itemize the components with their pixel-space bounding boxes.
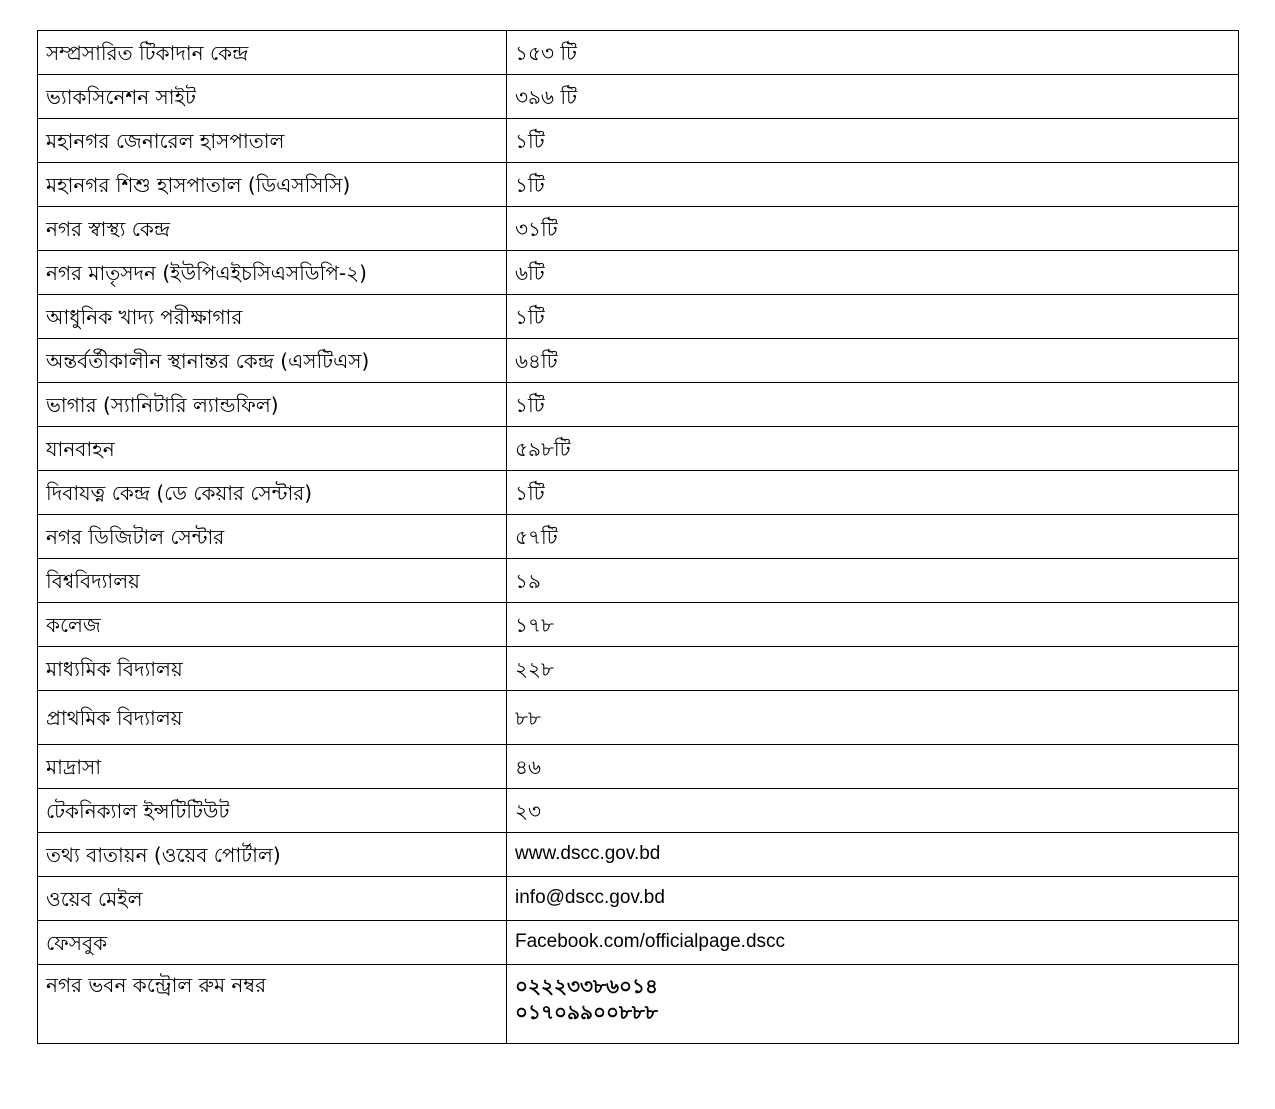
facilities-table (37, 30, 1239, 1044)
table-row (38, 75, 1239, 119)
row-value: ২২৮ (507, 647, 1239, 691)
control-room-label: নগর ভবন কন্ট্রোল রুম নম্বর (38, 965, 507, 1044)
row-value: ১৭৮ (507, 603, 1239, 647)
table-row (38, 163, 1239, 207)
row-label: মাদ্রাসা (38, 745, 507, 789)
row-label: নগর স্বাস্থ্য কেন্দ্র (38, 207, 507, 251)
facebook-link[interactable]: Facebook.com/officialpage.dscc (507, 921, 1239, 965)
table-row (38, 965, 1239, 1044)
control-room-phone-2: ০১৭০৯৯০০৮৮৮ (515, 1000, 658, 1024)
row-label: প্রাথমিক বিদ্যালয় (38, 691, 507, 745)
control-room-phone-1: ০২২২৩৩৮৬০১৪ (515, 974, 658, 998)
row-value: ২৩ (507, 789, 1239, 833)
control-room-numbers (507, 965, 1239, 1044)
row-value: ৫৭টি (507, 515, 1239, 559)
table-row (38, 339, 1239, 383)
row-value: ১টি (507, 383, 1239, 427)
row-label: দিবাযত্ন কেন্দ্র (ডে কেয়ার সেন্টার) (38, 471, 507, 515)
table-row (38, 745, 1239, 789)
table-row (38, 559, 1239, 603)
row-label: মাধ্যমিক বিদ্যালয় (38, 647, 507, 691)
row-value: ৩১টি (507, 207, 1239, 251)
table-row (38, 295, 1239, 339)
row-value: ১৫৩ টি (507, 31, 1239, 75)
row-value: ১টি (507, 163, 1239, 207)
row-label: ভ্যাকসিনেশন সাইট (38, 75, 507, 119)
row-value: ৮৮ (507, 691, 1239, 745)
web-portal-link[interactable]: www.dscc.gov.bd (507, 833, 1239, 877)
table-row (38, 383, 1239, 427)
row-label: টেকনিক্যাল ইন্সটিটিউট (38, 789, 507, 833)
row-label: মহানগর শিশু হাসপাতাল (ডিএসসিসি) (38, 163, 507, 207)
row-value: ৬টি (507, 251, 1239, 295)
row-value: ১টি (507, 295, 1239, 339)
web-mail-link[interactable]: info@dscc.gov.bd (507, 877, 1239, 921)
table-row (38, 603, 1239, 647)
table-row (38, 119, 1239, 163)
table-row (38, 691, 1239, 745)
row-label: বিশ্ববিদ্যালয় (38, 559, 507, 603)
row-label: অন্তর্বর্তীকালীন স্থানান্তর কেন্দ্র (এসটিএস) (38, 339, 507, 383)
row-value: ৪৬ (507, 745, 1239, 789)
row-label: সম্প্রসারিত টিকাদান কেন্দ্র (38, 31, 507, 75)
row-value: ১টি (507, 119, 1239, 163)
row-label: ভাগার (স্যানিটারি ল্যান্ডফিল) (38, 383, 507, 427)
table-row (38, 789, 1239, 833)
row-value: ১৯ (507, 559, 1239, 603)
table-row (38, 471, 1239, 515)
table-row (38, 921, 1239, 965)
table-row (38, 647, 1239, 691)
row-value: ৬৪টি (507, 339, 1239, 383)
row-label: নগর মাতৃসদন (ইউপিএইচসিএসডিপি-২) (38, 251, 507, 295)
table-row (38, 427, 1239, 471)
row-label: ওয়েব মেইল (38, 877, 507, 921)
table-row (38, 877, 1239, 921)
table-row (38, 207, 1239, 251)
row-label: তথ্য বাতায়ন (ওয়েব পোর্টাল) (38, 833, 507, 877)
table-row (38, 251, 1239, 295)
row-value: ১টি (507, 471, 1239, 515)
table-row (38, 31, 1239, 75)
row-label: কলেজ (38, 603, 507, 647)
row-label: নগর ডিজিটাল সেন্টার (38, 515, 507, 559)
row-label: আধুনিক খাদ্য পরীক্ষাগার (38, 295, 507, 339)
row-label: মহানগর জেনারেল হাসপাতাল (38, 119, 507, 163)
row-value: ৫৯৮টি (507, 427, 1239, 471)
row-value: ৩৯৬ টি (507, 75, 1239, 119)
table-row (38, 515, 1239, 559)
table-row (38, 833, 1239, 877)
row-label: ফেসবুক (38, 921, 507, 965)
row-label: যানবাহন (38, 427, 507, 471)
